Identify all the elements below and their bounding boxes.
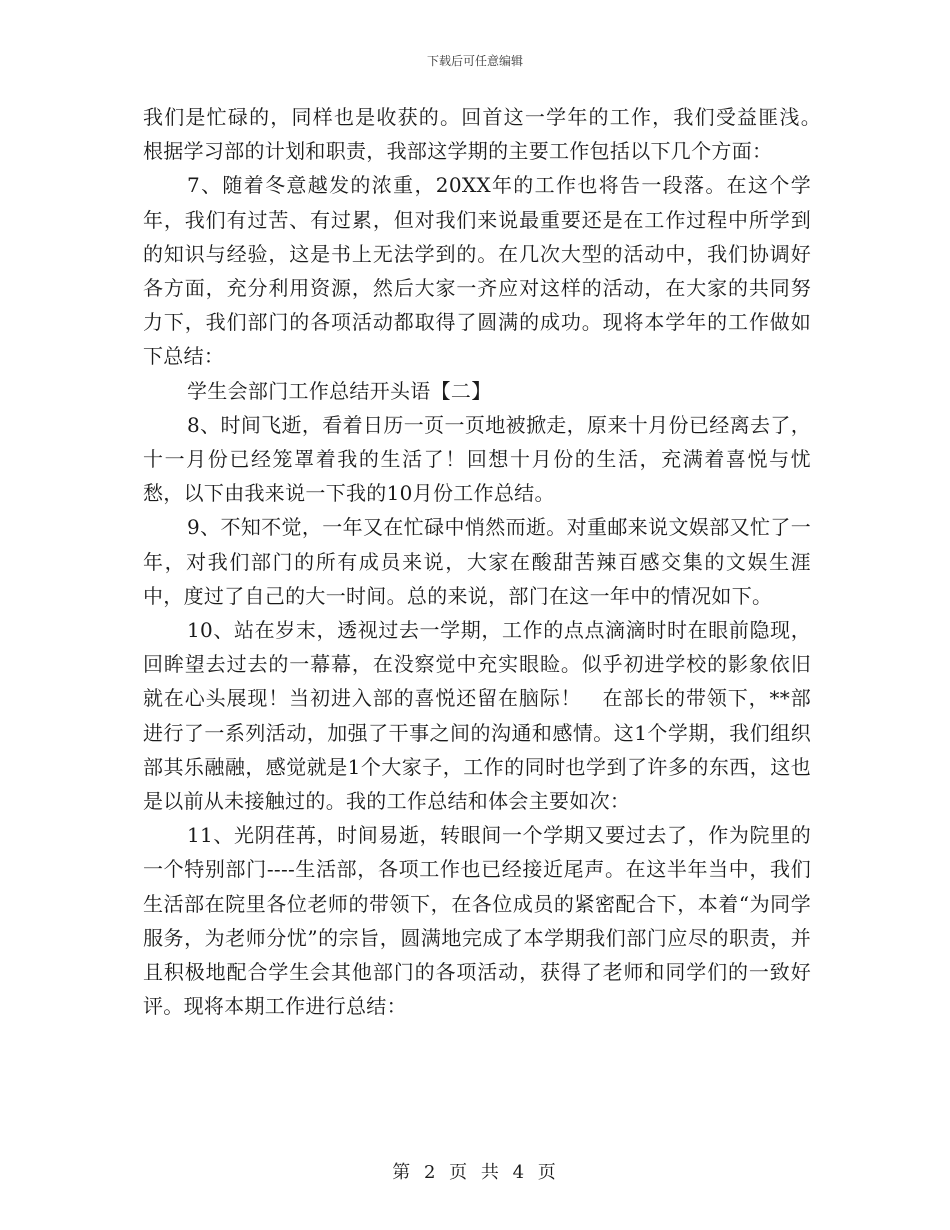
paragraph-10: 10、站在岁末，透视过去一学期，工作的点点滴滴时时在眼前隐现，回眸望去过去的一幕幕，在没察觉中充实眼睑。似乎初进学校的影象依旧就在心头展现！当初进入部的喜悦还留在脑际！ 在部长的带领下，**部进行了一系列活动，加强了干事之间的沟通和感情。这1个学期，我们组织部其乐融融，感觉就是1个大家子，工作的同时也学到了许多的东西，这也是以前从未接触过的。我的工作总结和体会主要如次： [143,618,811,814]
document-body [143,100,872,1023]
page-footer: 第 2 页 共 4 页 [392,1162,558,1183]
section-heading: 学生会部门工作总结开头语【二】 [187,378,492,403]
paragraph-7: 7、随着冬意越发的浓重，20XX年的工作也将告一段落。在这个学年，我们有过苦、有过累，但对我们来说最重要还是在工作过程中所学到的知识与经验，这是书上无法学到的。在几次大型的活动中，我们协调好各方面，充分利用资源，然后大家一齐应对这样的活动，在大家的共同努力下，我们部门的各项活动都取得了圆满的成功。现将本学年的工作做如下总结： [143,173,811,369]
paragraph-9: 9、不知不觉，一年又在忙碌中悄然而逝。对重邮来说文娱部又忙了一年，对我们部门的所有成员来说，大家在酸甜苦辣百感交集的文娱生涯中，度过了自己的大一时间。总的来说，部门在这一年中的情况如下。 [143,515,811,608]
paragraph-8: 8、时间飞逝，看着日历一页一页地被掀走，原来十月份已经离去了，十一月份已经笼罩着我的生活了！回想十月份的生活，充满着喜悦与忧愁，以下由我来说一下我的10月份工作总结。 [143,412,811,506]
page-header: 下载后可任意编辑 [426,54,523,68]
paragraph-11: 11、光阴荏苒，时间易逝，转眼间一个学期又要过去了，作为院里的一个特别部门----生活部，各项工作也已经接近尾声。在这半年当中，我们生活部在院里各位老师的带领下，在各位成员的紧密配合下，本着“为同学服务，为老师分忧”的宗旨，圆满地完成了本学期我们部门应尽的职责，并且积极地配合学生会其他部门的各项活动，获得了老师和同学们的一致好评。现将本期工作进行总结： [143,823,811,1019]
paragraph-intro: 我们是忙碌的，同样也是收获的。回首这一学年的工作，我们受益匪浅。 根据学习部的计划和职责，我部这学期的主要工作包括以下几个方面： [143,105,872,164]
